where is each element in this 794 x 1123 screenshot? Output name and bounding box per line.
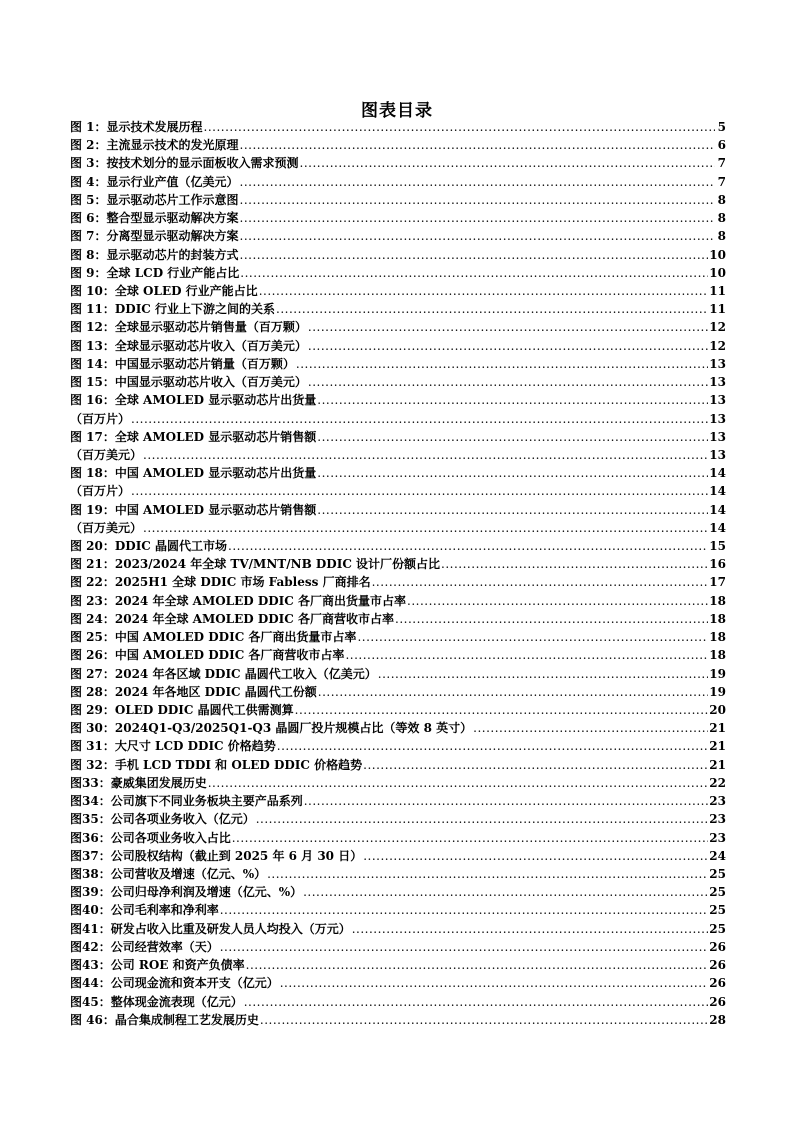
dot-leader bbox=[317, 501, 708, 519]
toc-entry[interactable] bbox=[70, 610, 726, 628]
toc-entry-page-number: 11 bbox=[709, 283, 726, 298]
dot-leader bbox=[303, 883, 708, 901]
toc-entry-label: 图43：公司 ROE 和资产负债率 bbox=[70, 958, 245, 973]
toc-entry-label: 图 3：按技术划分的显示面板收入需求预测 bbox=[70, 156, 299, 171]
toc-entry-page-number: 12 bbox=[709, 338, 726, 353]
toc-entry-page-number: 18 bbox=[709, 630, 726, 645]
dot-leader bbox=[232, 829, 709, 847]
toc-entry-page-number: 19 bbox=[709, 684, 726, 699]
toc-entry-label: 图 30：2024Q1-Q3/2025Q1-Q3 晶圆厂投片规模占比（等效 8 英寸） bbox=[70, 721, 473, 736]
toc-entry-page-number: 14 bbox=[709, 466, 726, 481]
dot-leader bbox=[345, 646, 708, 664]
toc-entry[interactable] bbox=[70, 810, 726, 828]
toc-entry-page-number: 17 bbox=[709, 575, 726, 590]
dot-leader bbox=[256, 810, 709, 828]
toc-entry-label: 图 46：晶合集成制程工艺发展历史 bbox=[70, 1012, 259, 1027]
toc-entry[interactable] bbox=[70, 646, 726, 664]
toc-entry[interactable] bbox=[70, 173, 726, 191]
toc-entry-page-number: 12 bbox=[709, 320, 726, 335]
toc-entry-page-number: 10 bbox=[709, 247, 726, 262]
dot-leader bbox=[131, 482, 708, 500]
toc-entry-label: 图33：豪威集团发展历史 bbox=[70, 775, 207, 790]
toc-entry-page-number: 18 bbox=[709, 648, 726, 663]
toc-entry[interactable] bbox=[70, 191, 726, 209]
toc-entry-page-number: 28 bbox=[709, 1012, 726, 1027]
toc-entry[interactable] bbox=[70, 501, 726, 519]
toc-entry-label: （百万美元） bbox=[70, 520, 143, 535]
toc-entry-label: 图45：整体现金流表现（亿元） bbox=[70, 994, 243, 1009]
toc-entry-label: 图 20：DDIC 晶圆代工市场 bbox=[70, 539, 228, 554]
dot-leader bbox=[363, 847, 708, 865]
toc-entry-label: 图 2：主流显示技术的发光原理 bbox=[70, 138, 239, 153]
toc-entry[interactable] bbox=[70, 300, 726, 318]
toc-entry-page-number: 7 bbox=[717, 174, 726, 189]
toc-entry-label: 图 25：中国 AMOLED DDIC 各厂商出货量市占率 bbox=[70, 630, 357, 645]
toc-entry[interactable] bbox=[70, 246, 726, 264]
toc-entry-label: 图 5：显示驱动芯片工作示意图 bbox=[70, 192, 239, 207]
toc-entry[interactable] bbox=[70, 573, 726, 591]
toc-entry[interactable] bbox=[70, 264, 726, 282]
toc-entry-label: 图34：公司旗下不同业务板块主要产品系列 bbox=[70, 794, 303, 809]
toc-entry-page-number: 25 bbox=[709, 903, 726, 918]
toc-entry-label: 图37：公司股权结构（截止到 2025 年 6 月 30 日） bbox=[70, 848, 363, 863]
toc-entry-page-number: 18 bbox=[709, 593, 726, 608]
toc-entry-label: 图42：公司经营效率（天） bbox=[70, 939, 219, 954]
toc-entry[interactable] bbox=[70, 920, 726, 938]
toc-entry[interactable] bbox=[70, 209, 726, 227]
dot-leader bbox=[220, 938, 709, 956]
toc-entry[interactable] bbox=[70, 555, 726, 573]
toc-entry-page-number: 25 bbox=[709, 921, 726, 936]
toc-entry[interactable] bbox=[70, 993, 726, 1011]
toc-entry[interactable] bbox=[70, 683, 726, 701]
toc-entry-page-number: 13 bbox=[709, 356, 726, 371]
toc-entry-page-number: 26 bbox=[709, 976, 726, 991]
dot-leader bbox=[131, 410, 708, 428]
toc-entry-label: 图 19：中国 AMOLED 显示驱动芯片销售额 bbox=[70, 502, 317, 517]
dot-leader bbox=[143, 446, 708, 464]
dot-leader bbox=[296, 355, 708, 373]
toc-entry-label: 图 17：全球 AMOLED 显示驱动芯片销售额 bbox=[70, 429, 317, 444]
toc-entry-label: 图36：公司各项业务收入占比 bbox=[70, 830, 231, 845]
toc-entry[interactable] bbox=[70, 482, 726, 500]
toc-entry[interactable] bbox=[70, 956, 726, 974]
toc-entry-page-number: 8 bbox=[717, 229, 726, 244]
toc-entry[interactable] bbox=[70, 410, 726, 428]
toc-entry[interactable] bbox=[70, 974, 726, 992]
toc-entry-label: 图39：公司归母净利润及增速（亿元、%） bbox=[70, 885, 303, 900]
toc-entry-label: 图 26：中国 AMOLED DDIC 各厂商营收市占率 bbox=[70, 648, 345, 663]
dot-leader bbox=[240, 264, 708, 282]
toc-entry-label: 图 4：显示行业产值（亿美元） bbox=[70, 174, 239, 189]
dot-leader bbox=[363, 756, 708, 774]
dot-leader bbox=[317, 428, 708, 446]
dot-leader bbox=[220, 901, 709, 919]
toc-entry-label: 图38：公司营收及增速（亿元、%） bbox=[70, 866, 267, 881]
toc-entry-page-number: 13 bbox=[709, 447, 726, 462]
toc-entry-label: 图 21：2023/2024 年全球 TV/MNT/NB DDIC 设计厂份额占比 bbox=[70, 557, 441, 572]
toc-entry[interactable] bbox=[70, 592, 726, 610]
toc-entry-label: 图41：研发占收入比重及研发人员人均投入（万元） bbox=[70, 921, 351, 936]
toc-entry-page-number: 21 bbox=[709, 721, 726, 736]
toc-entry[interactable] bbox=[70, 118, 726, 136]
dot-leader bbox=[308, 318, 708, 336]
toc-entry[interactable] bbox=[70, 318, 726, 336]
toc-entry-label: 图35：公司各项业务收入（亿元） bbox=[70, 812, 255, 827]
dot-leader bbox=[143, 519, 708, 537]
toc-entry[interactable] bbox=[70, 373, 726, 391]
toc-entry[interactable] bbox=[70, 446, 726, 464]
toc-entry-page-number: 8 bbox=[717, 211, 726, 226]
toc-entry-page-number: 23 bbox=[709, 794, 726, 809]
toc-entry[interactable] bbox=[70, 701, 726, 719]
toc-entry-page-number: 8 bbox=[717, 192, 726, 207]
toc-entry-page-number: 20 bbox=[709, 703, 726, 717]
toc-entry-page-number: 19 bbox=[709, 666, 726, 681]
toc-entry-label: （百万美元） bbox=[70, 447, 143, 462]
dot-leader bbox=[208, 774, 709, 792]
toc-entry-page-number: 26 bbox=[709, 994, 726, 1009]
toc-entry[interactable] bbox=[70, 737, 726, 755]
dot-leader bbox=[317, 464, 708, 482]
toc-entry-label: 图 6：整合型显示驱动解决方案 bbox=[70, 211, 239, 226]
toc-entry[interactable] bbox=[70, 829, 726, 847]
toc-entry-label: 图 1：显示技术发展历程 bbox=[70, 120, 203, 134]
dot-leader bbox=[244, 993, 709, 1011]
toc-entry-label: 图 22：2025H1 全球 DDIC 市场 Fabless 厂商排名 bbox=[70, 575, 371, 590]
toc-entry[interactable] bbox=[70, 154, 726, 172]
toc-entry[interactable] bbox=[70, 938, 726, 956]
dot-leader bbox=[240, 173, 715, 191]
toc-entry[interactable] bbox=[70, 901, 726, 919]
dot-leader bbox=[473, 719, 708, 737]
dot-leader bbox=[276, 300, 708, 318]
dot-leader bbox=[372, 573, 709, 591]
dot-leader bbox=[304, 792, 709, 810]
dot-leader bbox=[317, 391, 708, 409]
figure-list bbox=[70, 118, 726, 1029]
dot-leader bbox=[240, 246, 709, 264]
dot-leader bbox=[295, 701, 709, 719]
page-title: 图表目录 bbox=[361, 101, 433, 121]
toc-entry-label: 图 24：2024 年全球 AMOLED DDIC 各厂商营收市占率 bbox=[70, 611, 395, 626]
toc-entry-label: 图 28：2024 年各地区 DDIC 晶圆代工份额 bbox=[70, 684, 317, 699]
toc-entry-page-number: 16 bbox=[709, 557, 726, 572]
toc-entry[interactable] bbox=[70, 428, 726, 446]
toc-entry-page-number: 6 bbox=[717, 138, 726, 153]
toc-entry-label: 图44：公司现金流和资本开支（亿元） bbox=[70, 976, 279, 991]
toc-entry-page-number: 18 bbox=[709, 611, 726, 626]
toc-entry-page-number: 13 bbox=[709, 393, 726, 408]
toc-entry[interactable] bbox=[70, 792, 726, 810]
dot-leader bbox=[407, 592, 708, 610]
toc-entry-page-number: 25 bbox=[709, 885, 726, 900]
toc-entry-label: 图 32：手机 LCD TDDI 和 OLED DDIC 价格趋势 bbox=[70, 757, 363, 772]
toc-entry[interactable] bbox=[70, 865, 726, 883]
dot-leader bbox=[267, 865, 708, 883]
toc-entry-page-number: 13 bbox=[709, 411, 726, 426]
toc-entry-label: 图 11：DDIC 行业上下游之间的关系 bbox=[70, 302, 276, 317]
toc-entry-label: 图 23：2024 年全球 AMOLED DDIC 各厂商出货量市占率 bbox=[70, 593, 407, 608]
toc-entry[interactable] bbox=[70, 136, 726, 154]
toc-entry[interactable] bbox=[70, 391, 726, 409]
toc-entry-label: 图 29：OLED DDIC 晶圆代工供需测算 bbox=[70, 703, 294, 717]
toc-entry[interactable] bbox=[70, 355, 726, 373]
dot-leader bbox=[378, 665, 709, 683]
toc-entry-page-number: 15 bbox=[709, 539, 726, 554]
toc-entry-page-number: 14 bbox=[709, 520, 726, 535]
toc-entry[interactable] bbox=[70, 847, 726, 865]
toc-entry-label: 图 12：全球显示驱动芯片销售量（百万颗） bbox=[70, 320, 307, 335]
dot-leader bbox=[240, 227, 715, 245]
dot-leader bbox=[280, 974, 709, 992]
toc-entry[interactable] bbox=[70, 537, 726, 555]
toc-entry[interactable] bbox=[70, 337, 726, 355]
toc-entry-label: 图 8：显示驱动芯片的封装方式 bbox=[70, 247, 239, 262]
dot-leader bbox=[246, 956, 709, 974]
dot-leader bbox=[260, 1011, 708, 1029]
dot-leader bbox=[308, 337, 708, 355]
toc-entry-label: 图 27：2024 年各区域 DDIC 晶圆代工收入（亿美元） bbox=[70, 666, 377, 681]
dot-leader bbox=[357, 628, 708, 646]
dot-leader bbox=[318, 683, 709, 701]
toc-entry-label: 图 18：中国 AMOLED 显示驱动芯片出货量 bbox=[70, 466, 317, 481]
dot-leader bbox=[240, 136, 715, 154]
toc-entry-page-number: 11 bbox=[709, 302, 726, 317]
dot-leader bbox=[240, 191, 715, 209]
toc-entry-label: 图 15：中国显示驱动芯片收入（百万美元） bbox=[70, 375, 307, 390]
toc-entry[interactable] bbox=[70, 519, 726, 537]
toc-entry-page-number: 13 bbox=[709, 429, 726, 444]
toc-entry-page-number: 23 bbox=[709, 812, 726, 827]
toc-entry-label: 图 7：分离型显示驱动解决方案 bbox=[70, 229, 239, 244]
toc-entry-page-number: 23 bbox=[709, 830, 726, 845]
toc-entry-page-number: 22 bbox=[709, 775, 726, 790]
toc-entry-label: 图 31：大尺寸 LCD DDIC 价格趋势 bbox=[70, 739, 276, 754]
toc-entry[interactable] bbox=[70, 464, 726, 482]
toc-entry-label: 图40：公司毛利率和净利率 bbox=[70, 903, 219, 918]
toc-entry-page-number: 14 bbox=[709, 484, 726, 499]
toc-entry[interactable] bbox=[70, 883, 726, 901]
toc-entry-page-number: 13 bbox=[709, 375, 726, 390]
dot-leader bbox=[259, 282, 709, 300]
toc-entry-page-number: 24 bbox=[709, 848, 726, 863]
toc-entry[interactable] bbox=[70, 756, 726, 774]
dot-leader bbox=[352, 920, 709, 938]
dot-leader bbox=[204, 118, 715, 136]
toc-entry-page-number: 21 bbox=[709, 757, 726, 772]
toc-entry-page-number: 10 bbox=[709, 265, 726, 280]
dot-leader bbox=[300, 154, 715, 172]
toc-entry-page-number: 25 bbox=[709, 866, 726, 881]
dot-leader bbox=[228, 537, 708, 555]
dot-leader bbox=[240, 209, 715, 227]
toc-entry-label: 图 13：全球显示驱动芯片收入（百万美元） bbox=[70, 338, 307, 353]
toc-entry-page-number: 5 bbox=[717, 120, 726, 134]
toc-entry-label: 图 10：全球 OLED 行业产能占比 bbox=[70, 283, 258, 298]
toc-entry-page-number: 14 bbox=[709, 502, 726, 517]
toc-entry[interactable] bbox=[70, 774, 726, 792]
dot-leader bbox=[308, 373, 708, 391]
toc-entry-label: 图 14：中国显示驱动芯片销量（百万颗） bbox=[70, 356, 295, 371]
toc-entry-page-number: 21 bbox=[709, 739, 726, 754]
toc-entry[interactable] bbox=[70, 227, 726, 245]
dot-leader bbox=[395, 610, 708, 628]
toc-entry-label: 图 16：全球 AMOLED 显示驱动芯片出货量 bbox=[70, 393, 317, 408]
toc-entry-label: （百万片） bbox=[70, 411, 131, 426]
toc-entry-label: 图 9：全球 LCD 行业产能占比 bbox=[70, 265, 240, 280]
toc-entry-label: （百万片） bbox=[70, 484, 131, 499]
dot-leader bbox=[441, 555, 708, 573]
toc-entry[interactable] bbox=[70, 1011, 726, 1029]
toc-entry[interactable] bbox=[70, 719, 726, 737]
toc-entry[interactable] bbox=[70, 628, 726, 646]
toc-entry-page-number: 26 bbox=[709, 939, 726, 954]
dot-leader bbox=[277, 737, 709, 755]
toc-entry[interactable] bbox=[70, 665, 726, 683]
toc-entry-page-number: 26 bbox=[709, 958, 726, 973]
toc-entry-page-number: 7 bbox=[717, 156, 726, 171]
toc-entry[interactable] bbox=[70, 282, 726, 300]
